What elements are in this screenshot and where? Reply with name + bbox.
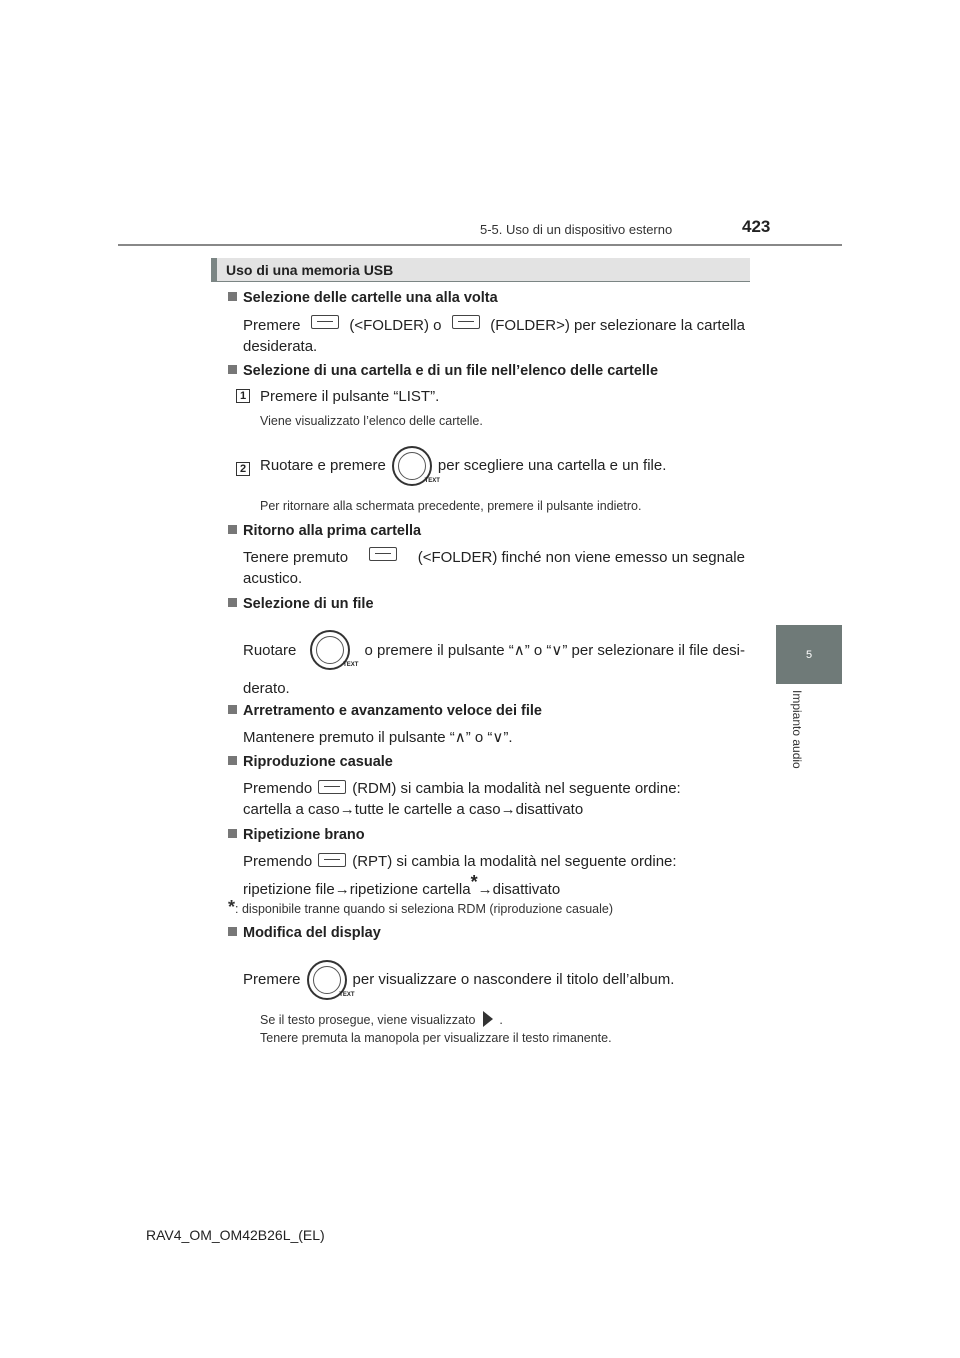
heading-folder-list: Selezione di una cartella e di un file nell’elenco delle cartelle — [228, 363, 658, 379]
heading-first-folder: Ritorno alla prima cartella — [228, 523, 421, 539]
paragraph-folder-select: Premere (<FOLDER) o (FOLDER>) per selezionare la cartella desiderata. — [243, 317, 745, 355]
header-divider — [118, 244, 842, 246]
bullet-square-icon — [228, 927, 237, 936]
document-code: RAV4_OM_OM42B26L_(EL) — [146, 1227, 325, 1243]
preset-button-icon — [369, 547, 397, 561]
footnote: *: disponibile tranne quando si seleziona RDM (riproduzione casuale) — [228, 897, 614, 917]
paragraph-repeat: Premendo (RPT) si cambia la modalità nel seguente ordine: ripetizione file→ripetizione cartella*→disattivato — [243, 853, 677, 898]
chapter-tab: 5 — [776, 625, 842, 684]
paragraph-fast-forward: Mantenere premuto il pulsante “∧” o “∨”. — [243, 729, 513, 746]
bullet-square-icon — [228, 598, 237, 607]
bullet-square-icon — [228, 705, 237, 714]
heading-repeat: Ripetizione brano — [228, 827, 365, 843]
heading-display: Modifica del display — [228, 925, 381, 941]
paragraph-first-folder: Tenere premuto (<FOLDER) finché non viene emesso un segnale acustico. — [243, 549, 745, 587]
scroll-arrow-icon — [483, 1011, 493, 1027]
paragraph-file-select: Ruotare TEXT o premere il pulsante “∧” o “∨” per selezionare il file desi- derato. — [243, 630, 745, 699]
tune-knob-icon: TEXT — [310, 630, 350, 670]
paragraph-random-play: Premendo (RDM) si cambia la modalità nel seguente ordine: cartella a caso→tutte le cartelle a caso→disattivato — [243, 780, 681, 818]
bullet-square-icon — [228, 756, 237, 765]
bullet-square-icon — [228, 525, 237, 534]
heading-random-play: Riproduzione casuale — [228, 754, 393, 770]
heading-fast-forward: Arretramento e avanzamento veloce dei file — [228, 703, 542, 719]
preset-button-icon — [318, 780, 346, 794]
bullet-square-icon — [228, 365, 237, 374]
display-note-2: Tenere premuta la manopola per visualizzare il testo rimanente. — [260, 1031, 612, 1045]
section-banner: Uso di una memoria USB — [211, 258, 750, 282]
heading-file-select: Selezione di un file — [228, 596, 374, 612]
step-2-text: Ruotare e premere TEXT per scegliere una cartella e un file. — [260, 446, 750, 486]
step-1-text: Premere il pulsante “LIST”. — [260, 388, 440, 405]
step-number: 1 — [236, 389, 250, 403]
tune-knob-icon: TEXT — [392, 446, 432, 486]
page-number: 423 — [742, 217, 771, 236]
display-note-1: Se il testo prosegue, viene visualizzato . — [260, 1013, 503, 1027]
preset-button-icon — [318, 853, 346, 867]
bullet-square-icon — [228, 292, 237, 301]
paragraph-display: Premere TEXT per visualizzare o nascondere il titolo dell’album. — [243, 960, 753, 1000]
bullet-square-icon — [228, 829, 237, 838]
preset-button-icon — [311, 315, 339, 329]
section-title: 5-5. Uso di un dispositivo esterno — [480, 222, 673, 237]
tune-knob-icon: TEXT — [307, 960, 347, 1000]
heading-folder-select: Selezione delle cartelle una alla volta — [228, 290, 498, 306]
step-number: 2 — [236, 462, 250, 476]
step-1-note: Viene visualizzato l’elenco delle cartelle. — [260, 414, 483, 428]
step-2-note: Per ritornare alla schermata precedente, premere il pulsante indietro. — [260, 499, 642, 513]
chapter-title: Impianto audio — [790, 690, 804, 769]
preset-button-icon — [452, 315, 480, 329]
